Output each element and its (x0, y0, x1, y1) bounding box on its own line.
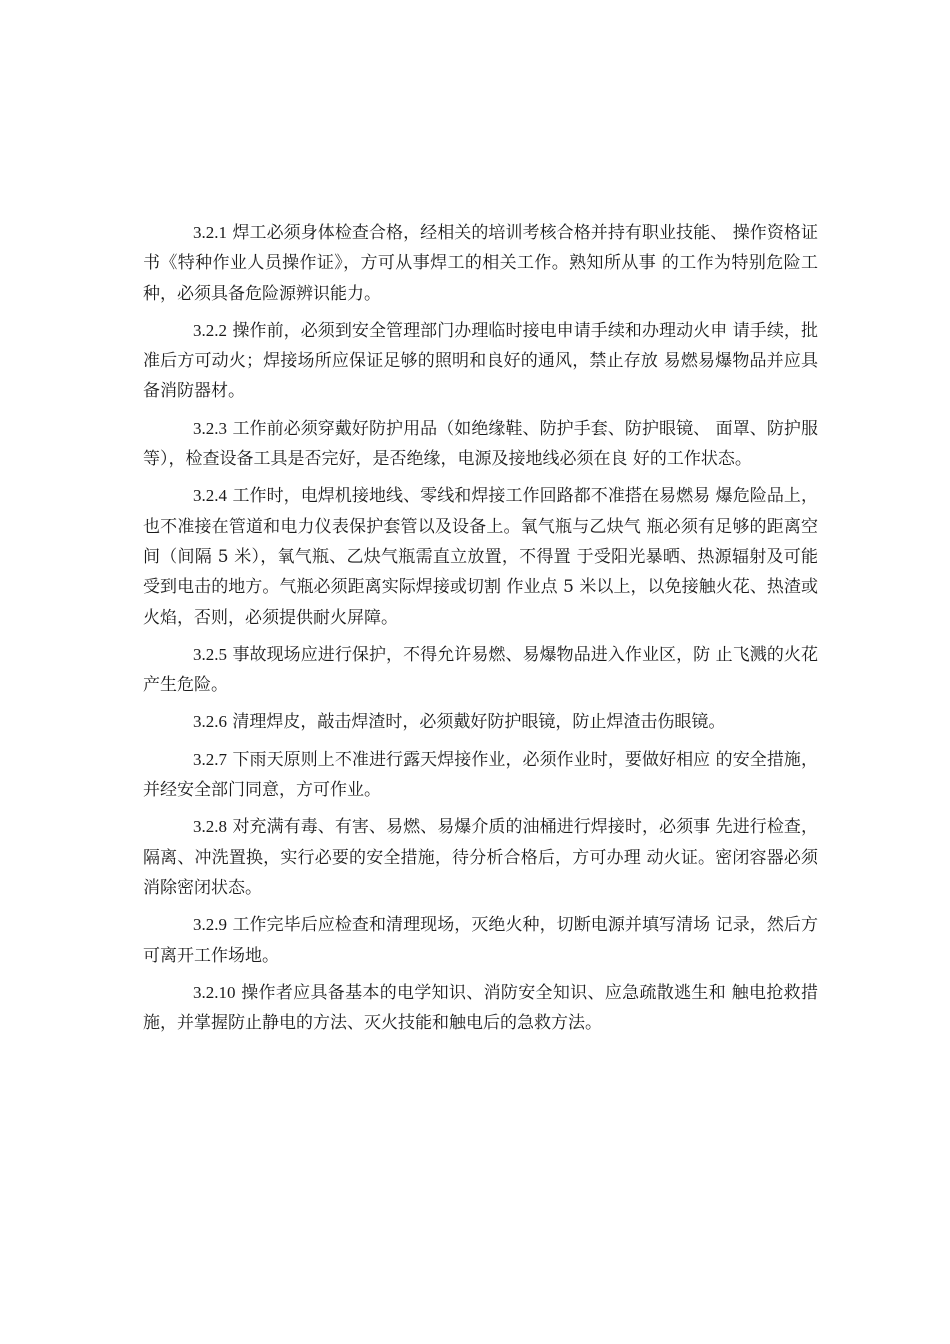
paragraph-text: 事故现场应进行保护，不得允许易燃、易爆物品进入作业区，防 止飞溅的火花产生危险。 (143, 644, 818, 696)
paragraph-3-2-10 (143, 978, 818, 1039)
paragraph-text: 操作者应具备基本的电学知识、消防安全知识、应急疏散逃生和 触电抢救措施，并掌握防止静电的方法、灭火技能和触电后的急救方法。 (143, 982, 818, 1034)
paragraph-3-2-2 (143, 316, 818, 407)
paragraph-3-2-6 (143, 707, 818, 737)
paragraph-number: 3.2.4 (193, 486, 227, 506)
paragraph-3-2-8 (143, 812, 818, 903)
paragraph-number: 3.2.1 (193, 223, 227, 242)
paragraph-3-2-4 (143, 481, 818, 632)
paragraph-number: 3.2.10 (193, 982, 236, 1002)
paragraph-3-2-1 (143, 218, 818, 309)
paragraph-text: 对充满有毒、有害、易燃、易爆介质的油桶进行焊接时，必须事 先进行检查，隔离、冲洗置换，实行必要的安全措施，待分析合格后，方可办理 动火证。密闭容器必须消除密闭状态。 (143, 817, 818, 898)
paragraph-number: 3.2.2 (193, 320, 227, 340)
paragraph-text: 工作时，电焊机接地线、零线和焊接工作回路都不准搭在易燃易 爆危险品上，也不准接在管道和电力仪表保护套管以及设备上。氧气瓶与乙炔气 瓶必须有足够的距离空间（间隔 5 米），氧气瓶、乙炔气瓶需直立放置，不得置 于受阳光暴晒、热源辐射及可能受到电击的地方。气瓶必须距离实际焊接或切割 作业点 5 米以上，以免接触火花、热渣或火焰，否则，必须提供耐火屏障。 (143, 486, 818, 628)
paragraph-3-2-3 (143, 414, 818, 475)
paragraph-3-2-7 (143, 745, 818, 806)
paragraph-text: 焊工必须身体检查合格，经相关的培训考核合格并持有职业技能、 操作资格证书《特种作业人员操作证》，方可从事焊工的相关工作。熟知所从事 的工作为特别危险工种，必须具备危险源辨识能力。 (143, 223, 818, 304)
document-body (143, 218, 818, 1045)
paragraph-text: 工作前必须穿戴好防护用品（如绝缘鞋、防护手套、防护眼镜、 面罩、防护服等），检查设备工具是否完好，是否绝缘，电源及接地线必须在良 好的工作状态。 (143, 418, 818, 470)
paragraph-number: 3.2.9 (193, 915, 227, 935)
paragraph-number: 3.2.5 (193, 644, 227, 664)
paragraph-number: 3.2.8 (193, 817, 227, 837)
paragraph-3-2-5 (143, 640, 818, 701)
paragraph-text: 清理焊皮，敲击焊渣时，必须戴好防护眼镜，防止焊渣击伤眼镜。 (232, 712, 726, 733)
paragraph-text: 工作完毕后应检查和清理现场，灭绝火种，切断电源并填写清场 记录，然后方可离开工作场地。 (143, 915, 818, 966)
paragraph-number: 3.2.7 (193, 749, 227, 769)
paragraph-number: 3.2.6 (193, 712, 227, 732)
paragraph-text: 操作前，必须到安全管理部门办理临时接电申请手续和办理动火申 请手续，批准后方可动火；焊接场所应保证足够的照明和良好的通风，禁止存放 易燃易爆物品并应具备消防器材。 (143, 320, 818, 402)
paragraph-number: 3.2.3 (193, 418, 227, 438)
paragraph-3-2-9 (143, 910, 818, 971)
paragraph-text: 下雨天原则上不准进行露天焊接作业，必须作业时，要做好相应 的安全措施，并经安全部门同意，方可作业。 (143, 749, 818, 801)
